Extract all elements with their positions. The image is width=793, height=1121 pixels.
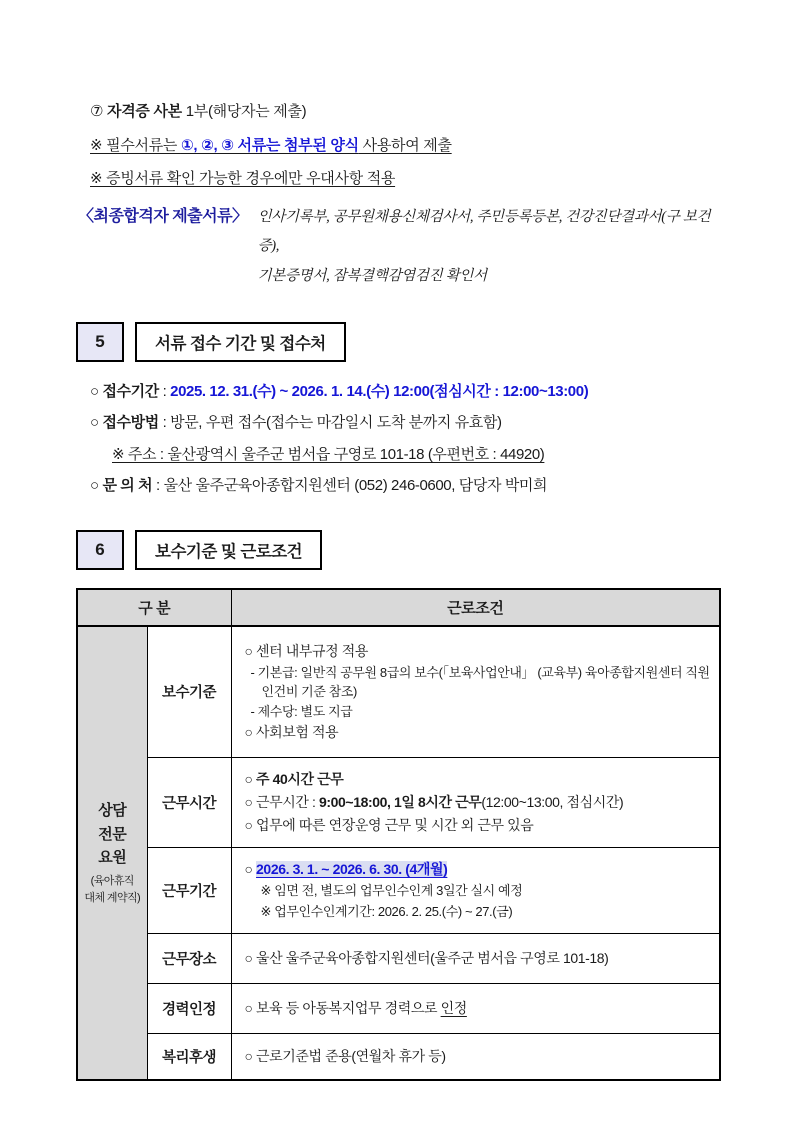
submission-period: ○ 접수기간 : 2025. 12. 31.(수) ~ 2026. 1. 14.(수) 12:00(점심시간 : 12:00~13:00) bbox=[90, 382, 589, 400]
employment-period-highlight: 2026. 3. 1. ~ 2026. 6. 30. (4개월) bbox=[256, 861, 448, 878]
section-5-number-badge: 5 bbox=[76, 322, 124, 362]
note-required-forms: ※ 필수서류는 ①, ②, ③ 서류는 첨부된 양식 사용하여 제출 bbox=[90, 136, 452, 154]
table-row bbox=[77, 626, 720, 758]
row-label-pay: 보수기준 bbox=[147, 626, 231, 758]
table-row bbox=[77, 934, 720, 984]
row-label-hours: 근무시간 bbox=[147, 758, 231, 848]
row-label-place: 근무장소 bbox=[147, 934, 231, 984]
row-content-term: ○ 2026. 3. 1. ~ 2026. 6. 30. (4개월) ※ 임면 전, 별도의 업무인수인계 3일간 실시 예정 ※ 업무인수인계기간: 2026. 2. 25.(수) ~ 27.(금) bbox=[231, 848, 720, 934]
position-subtitle: (육아휴직 대체 계약직) bbox=[84, 875, 141, 904]
section-6-number-badge: 6 bbox=[76, 530, 124, 570]
final-docs-list: 인사기록부, 공무원채용신체검사서, 주민등록등본, 건강진단결과서(구 보건증), 기본증명서, 잠복결핵감염검진 확인서 bbox=[257, 208, 711, 284]
final-successful-applicant-documents bbox=[78, 203, 721, 292]
position-group-cell bbox=[77, 626, 147, 1080]
position-title: 상담 전문 요원 bbox=[98, 802, 127, 866]
submission-method: ○ 접수방법 : 방문, 우편 접수(접수는 마감일시 도착 분까지 유효함) bbox=[90, 414, 502, 432]
header-conditions: 근로조건 bbox=[231, 589, 720, 626]
submission-address: ※ 주소 : 울산광역시 울주군 범서읍 구영로 101-18 (우편번호 : 44920) bbox=[112, 445, 545, 463]
contact-info: ○ 문 의 처 : 울산 울주군육아종합지원센터 (052) 246-0600, 담당자 박미희 bbox=[90, 477, 548, 495]
row-label-career: 경력인정 bbox=[147, 984, 231, 1034]
table-row bbox=[77, 984, 720, 1034]
section-6-header bbox=[76, 530, 721, 570]
row-content-pay: ○ 센터 내부규정 적용 - 기본급: 일반직 공무원 8급의 보수(「보육사업안내」 (교육부) 육아종합지원센터 직원 인건비 기준 참조) - 제수당: 별도 지급 ○ 사회보험 적용 bbox=[231, 626, 720, 758]
section-5-header bbox=[76, 322, 721, 362]
table-header-row bbox=[77, 589, 720, 626]
required-documents-notes bbox=[76, 102, 721, 292]
table-row bbox=[77, 1034, 720, 1080]
row-label-term: 근무기간 bbox=[147, 848, 231, 934]
header-category: 구 분 bbox=[77, 589, 231, 626]
row-content-welfare: ○ 근로기준법 준용(연월차 휴가 등) bbox=[231, 1034, 720, 1080]
row-content-career: ○ 보육 등 아동복지업무 경력으로 인정 bbox=[231, 984, 720, 1034]
table-row bbox=[77, 848, 720, 934]
row-content-place: ○ 울산 울주군육아종합지원센터(울주군 범서읍 구영로 101-18) bbox=[231, 934, 720, 984]
working-conditions-table bbox=[76, 588, 721, 1081]
item-7-certificate-copy: ⑦ 자격증 사본 1부(해당자는 제출) bbox=[90, 103, 307, 120]
row-label-welfare: 복리후생 bbox=[147, 1034, 231, 1080]
note-evidence-documents: ※ 증빙서류 확인 가능한 경우에만 우대사항 적용 bbox=[90, 170, 396, 187]
section-6-title: 보수기준 및 근로조건 bbox=[135, 530, 322, 570]
row-content-hours: ○ 주 40시간 근무 ○ 근무시간 : 9:00~18:00, 1일 8시간 근무(12:00~13:00, 점심시간) ○ 업무에 따른 연장운영 근무 및 시간 외 근무 있음 bbox=[231, 758, 720, 848]
submission-info-list bbox=[76, 382, 721, 496]
final-docs-label: 〈최종합격자 제출서류〉 bbox=[78, 207, 248, 225]
section-5-title: 서류 접수 기간 및 접수처 bbox=[135, 322, 346, 362]
table-row bbox=[77, 758, 720, 848]
